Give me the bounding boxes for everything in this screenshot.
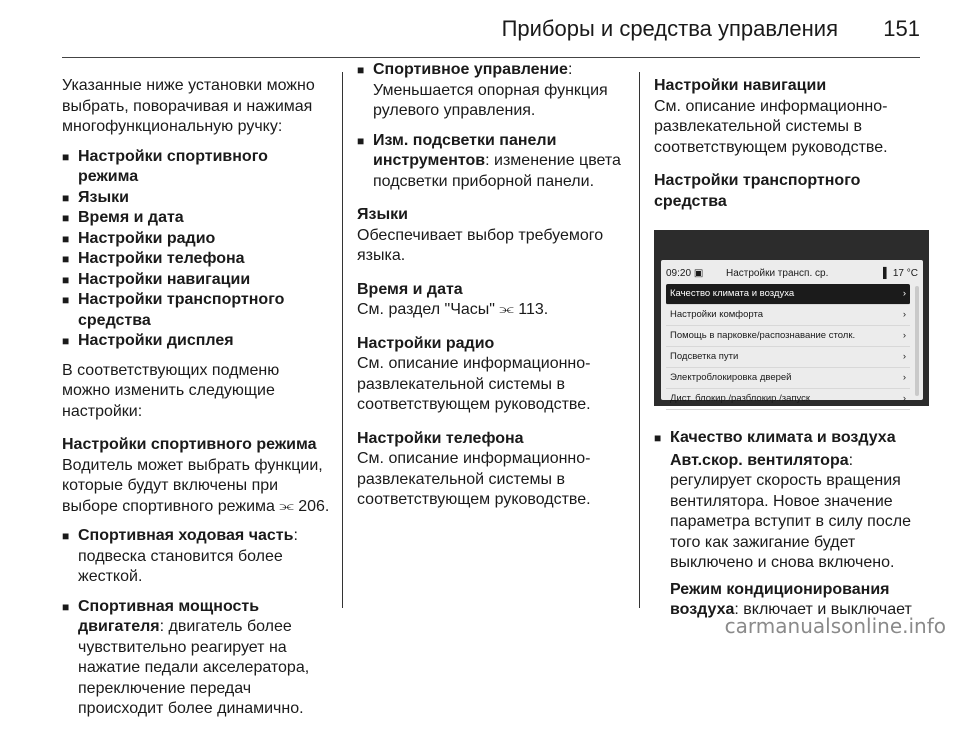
chevron-right-icon: › (902, 288, 906, 299)
page-header (0, 0, 960, 58)
clock-icon: ▣ (693, 268, 704, 279)
menu-item: ■ Настройки радио (62, 229, 330, 250)
page-ref-icon: ⫘ (499, 301, 514, 318)
display-screenshot (654, 230, 929, 406)
display-menu-item[interactable]: Настройки комфорта › (666, 305, 910, 326)
display-menu (666, 284, 910, 410)
option-detail: Авт.скор. вентилятора: регулирует скорость вращения вентилятора. Новое значение параметра вступит в силу после того как зажигание будет выключено и снова включено. (670, 451, 911, 571)
display-time: 09:20 ▣ (666, 268, 704, 279)
section-text: См. описание информационно-развлекательной системы в соответствующем руководстве. (654, 97, 888, 156)
section-heading: Языки (357, 206, 408, 223)
page-number: 151 (883, 16, 920, 41)
sport-options-list (62, 526, 330, 720)
submenu-text: В соответствующих подменю можно изменить следующие настройки: (62, 361, 280, 420)
display-menu-item[interactable]: Подсветка пути › (666, 347, 910, 368)
section-heading: Настройки телефона (357, 429, 524, 447)
thermometer-icon: ▌ (883, 268, 891, 279)
section-text: См. раздел "Часы" ⫘ 113. (357, 301, 549, 318)
vehicle-settings-list (654, 428, 929, 621)
watermark: carmanualsonline.info (724, 614, 946, 638)
column-1 (62, 76, 330, 729)
sport-options-list-continued (357, 60, 627, 192)
option-item: ■ Качество климата и воздуха Авт.скор. вентилятора: регулирует скорость вращения вентилятора. Новое значение параметра вступит в силу после того как зажигание будет выключено и снова включено. Режим кондиционирования воздуха: включает и выключает (654, 428, 929, 621)
display-menu-item[interactable]: Дист. блокир./разблокир./запуск › (666, 389, 910, 410)
section-text: См. описание информационно-развлекательной системы в соответствующем руководстве. (357, 450, 591, 508)
section-text: Водитель может выбрать функции, которые будут включены при выборе спортивного режима ⫘ 206. (62, 456, 330, 515)
section-heading: Настройки спортивного режима (62, 436, 317, 453)
menu-item: ■ Настройки дисплея (62, 331, 330, 352)
intro-text: Указанные ниже установки можно выбрать, поворачивая и нажимая многофункциональную ручку: (62, 77, 315, 135)
page-ref-icon: ⫘ (279, 497, 294, 515)
display-menu-item[interactable]: Электроблокировка дверей › (666, 368, 910, 389)
section-heading: Настройки навигации (654, 77, 827, 94)
option-item: ■ Спортивное управление: Уменьшается опорная функция рулевого управления. (357, 60, 627, 122)
display-status-bar (666, 262, 918, 282)
display-scrollbar[interactable] (915, 286, 919, 396)
section-text: Обеспечивает выбор требуемого языка. (357, 226, 604, 264)
display-menu-item[interactable]: Качество климата и воздуха › (666, 284, 910, 305)
menu-item: ■ Настройки транспортного средства (62, 290, 330, 331)
column-3 (654, 76, 929, 630)
settings-menu-list (62, 147, 330, 352)
menu-item: ■ Настройки телефона (62, 249, 330, 270)
chevron-right-icon: › (902, 372, 906, 383)
option-item: ■ Спортивная мощность двигателя: двигатель более чувствительно реагирует на нажатие педали акселератора, переключение передач происходит более динамично. (62, 597, 330, 720)
column-2 (357, 56, 627, 520)
section-heading: Настройки радио (357, 334, 495, 352)
column-divider (342, 72, 343, 608)
chevron-right-icon: › (902, 393, 906, 404)
menu-item: ■ Языки (62, 188, 330, 209)
display-temperature: ▌ 17 °C (883, 268, 918, 279)
option-detail: Режим кондиционирования воздуха: включает и выключает (670, 580, 912, 618)
column-divider (639, 72, 640, 608)
page-title: Приборы и средства управления (501, 16, 838, 41)
display-title: Настройки трансп. ср. (726, 268, 829, 279)
display-menu-item[interactable]: Помощь в парковке/распознавание столк. › (666, 326, 910, 347)
chevron-right-icon: › (902, 309, 906, 320)
chevron-right-icon: › (902, 330, 906, 341)
option-item: ■ Изм. подсветки панели инструментов: изменение цвета подсветки приборной панели. (357, 131, 627, 193)
section-heading: Настройки транспортного средства (654, 172, 861, 210)
menu-item: ■ Настройки спортивного режима (62, 147, 330, 188)
section-text: См. описание информационно-развлекательной системы в соответствующем руководстве. (357, 355, 591, 413)
section-heading: Время и дата (357, 280, 463, 298)
option-item: ■ Спортивная ходовая часть: подвеска становится более жесткой. (62, 526, 330, 588)
menu-item: ■ Настройки навигации (62, 270, 330, 291)
menu-item: ■ Время и дата (62, 208, 330, 229)
chevron-right-icon: › (902, 351, 906, 362)
